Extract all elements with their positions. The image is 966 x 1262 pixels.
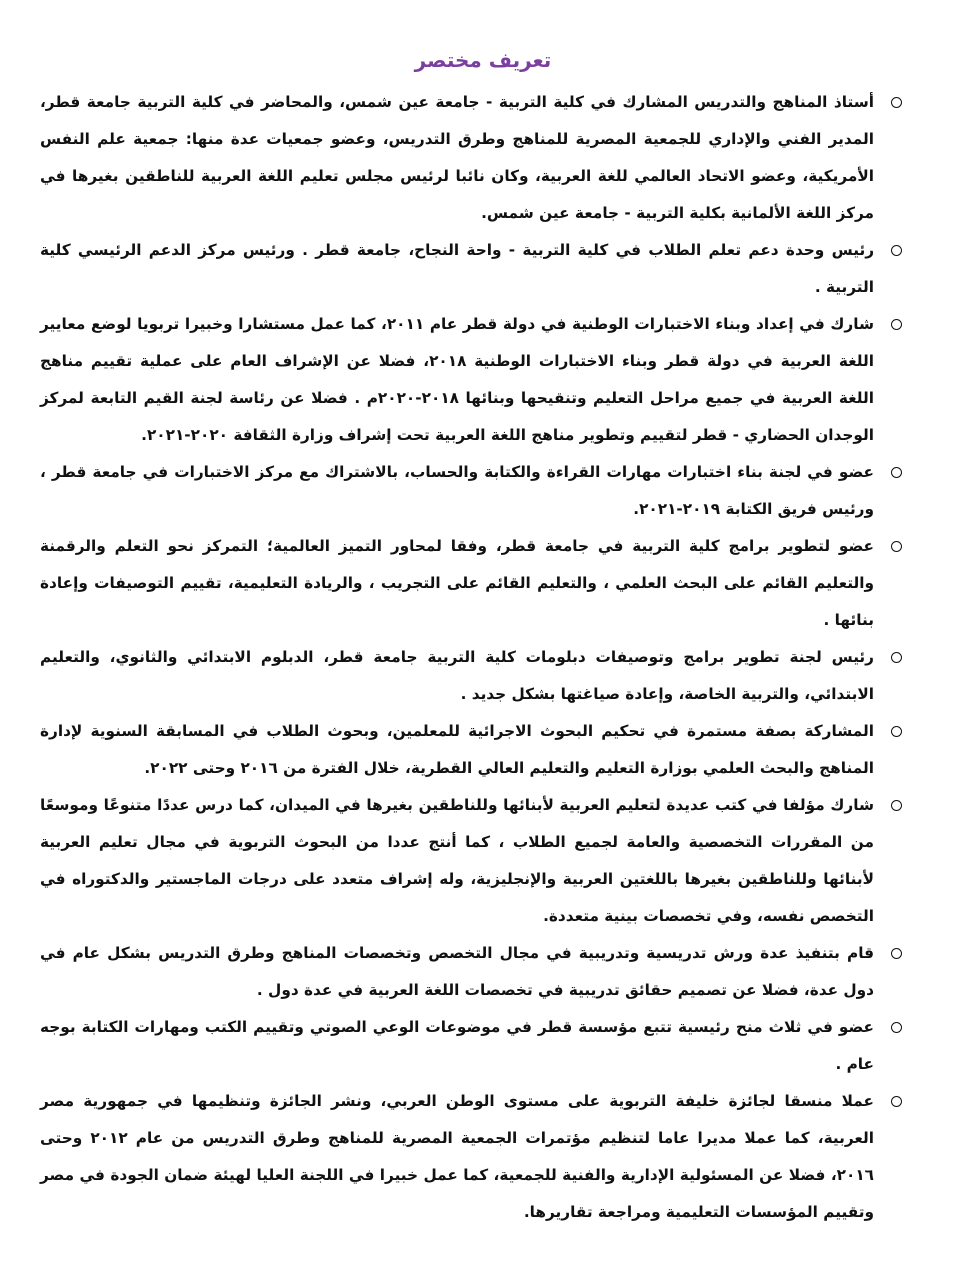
- list-item: [40, 787, 902, 935]
- list-item: [40, 639, 902, 713]
- list-item-text: رئيس وحدة دعم تعلم الطلاب في كلية التربية - واحة النجاح، جامعة قطر . ورئيس مركز الدعم الرئيسي كلية التربية .: [40, 241, 874, 296]
- list-item: [40, 1009, 902, 1083]
- list-item-text: أستاذ المناهج والتدريس المشارك في كلية التربية - جامعة عين شمس، والمحاضر في كلية التربية جامعة قطر، المدير الفني والإداري للجمعية المصرية للمناهج وطرق التدريس، وعضو جمعيات عدة منها: جمعية علم النفس الأمريكية، وعضو الاتحاد العالمي للغة العربية، وكان نائبا لرئيس مجلس تعليم اللغة العربية للناطقين بغيرها في مركز اللغة الألمانية بكلية التربية - جامعة عين شمس.: [40, 93, 874, 222]
- circle-bullet-icon: [891, 652, 902, 663]
- list-item-text: عضو في ثلاث منح رئيسية تتبع مؤسسة قطر في موضوعات الوعي الصوتي وتقييم الكتب ومهارات الكتابة بوجه عام .: [40, 1018, 874, 1073]
- list-item-text: عملا منسقا لجائزة خليفة التربوية على مستوى الوطن العربي، ونشر الجائزة وتنظيمها في جمهورية مصر العربية، كما عملا مديرا عاما لتنظيم مؤتمرات الجمعية المصرية للمناهج وطرق التدريس من عام ٢٠١٢ وحتى ٢٠١٦، فضلا عن المسئولية الإدارية والفنية للجمعية، كما عمل خبيرا في اللجنة العليا لهيئة ضمان الجودة في مصر وتقييم المؤسسات التعليمية ومراجعة تقاريرها.: [40, 1092, 874, 1221]
- list-item: [40, 1083, 902, 1231]
- circle-bullet-icon: [891, 467, 902, 478]
- bio-list: [40, 84, 902, 1231]
- circle-bullet-icon: [891, 800, 902, 811]
- circle-bullet-icon: [891, 97, 902, 108]
- list-item-text: شارك في إعداد وبناء الاختبارات الوطنية في دولة قطر عام ٢٠١١، كما عمل مستشارا وخبيرا تربويا لوضع معايير اللغة العربية في دولة قطر وبناء الاختبارات الوطنية ٢٠١٨، فضلا عن الإشراف العام على عملية تقييم مناهج اللغة العربية في جميع مراحل التعليم وتنقيحها وبنائها ٢٠١٨-٢٠٢٠م . فضلا عن رئاسة لجنة القيم التابعة لمركز الوجدان الحضاري - قطر لتقييم وتطوير مناهج اللغة العربية تحت إشراف وزارة الثقافة ٢٠٢٠-٢٠٢١.: [40, 315, 874, 444]
- list-item-text: المشاركة بصفة مستمرة في تحكيم البحوث الاجرائية للمعلمين، وبحوث الطلاب في المسابقة السنوية لإدارة المناهج والبحث العلمي بوزارة التعليم والتعليم العالي القطرية، خلال الفترة من ٢٠١٦ وحتى ٢٠٢٢.: [40, 722, 874, 777]
- circle-bullet-icon: [891, 1096, 902, 1107]
- circle-bullet-icon: [891, 948, 902, 959]
- circle-bullet-icon: [891, 1022, 902, 1033]
- list-item: [40, 528, 902, 639]
- list-item: [40, 84, 902, 232]
- list-item-text: عضو لتطوير برامج كلية التربية في جامعة قطر، وفقا لمحاور التميز العالمية؛ التمركز نحو التعلم والرقمنة والتعليم القائم على البحث العلمي ، والتعليم القائم على التجريب ، والريادة التعليمية، تقييم التوصيفات وإعادة بنائها .: [40, 537, 874, 629]
- list-item-text: رئيس لجنة تطوير برامج وتوصيفات دبلومات كلية التربية جامعة قطر، الدبلوم الابتدائي والثانوي، والتعليم الابتدائي، والتربية الخاصة، وإعادة صياغتها بشكل جديد .: [40, 648, 874, 703]
- page-title: تعريف مختصر: [414, 48, 552, 72]
- list-item-text: قام بتنفيذ عدة ورش تدريسية وتدريبية في مجال التخصص وتخصصات المناهج وطرق التدريس بشكل عام في دول عدة، فضلا عن تصميم حقائق تدريبية في تخصصات اللغة العربية في عدة دول .: [40, 944, 874, 999]
- list-item: [40, 306, 902, 454]
- list-item: [40, 232, 902, 306]
- circle-bullet-icon: [891, 319, 902, 330]
- list-item: [40, 935, 902, 1009]
- list-item-text: عضو في لجنة بناء اختبارات مهارات القراءة والكتابة والحساب، بالاشتراك مع مركز الاختبارات في جامعة قطر ، ورئيس فريق الكتابة ٢٠١٩-٢٠٢١.: [40, 463, 874, 518]
- list-item: [40, 713, 902, 787]
- list-item-text: شارك مؤلفا في كتب عديدة لتعليم العربية لأبنائها وللناطقين بغيرها في الميدان، كما درس عددًا متنوعًا وموسعًا من المقررات التخصصية والعامة لجميع الطلاب ، كما أنتج عددا من البحوث التربوية في مجال تعليم العربية لأبنائها وللناطقين بغيرها باللغتين العربية والإنجليزية، وله إشراف متعدد على درجات الماجستير والدكتوراه في التخصص نفسه، وفي تخصصات بينية متعددة.: [40, 796, 874, 925]
- list-item: [40, 454, 902, 528]
- circle-bullet-icon: [891, 726, 902, 737]
- circle-bullet-icon: [891, 541, 902, 552]
- circle-bullet-icon: [891, 245, 902, 256]
